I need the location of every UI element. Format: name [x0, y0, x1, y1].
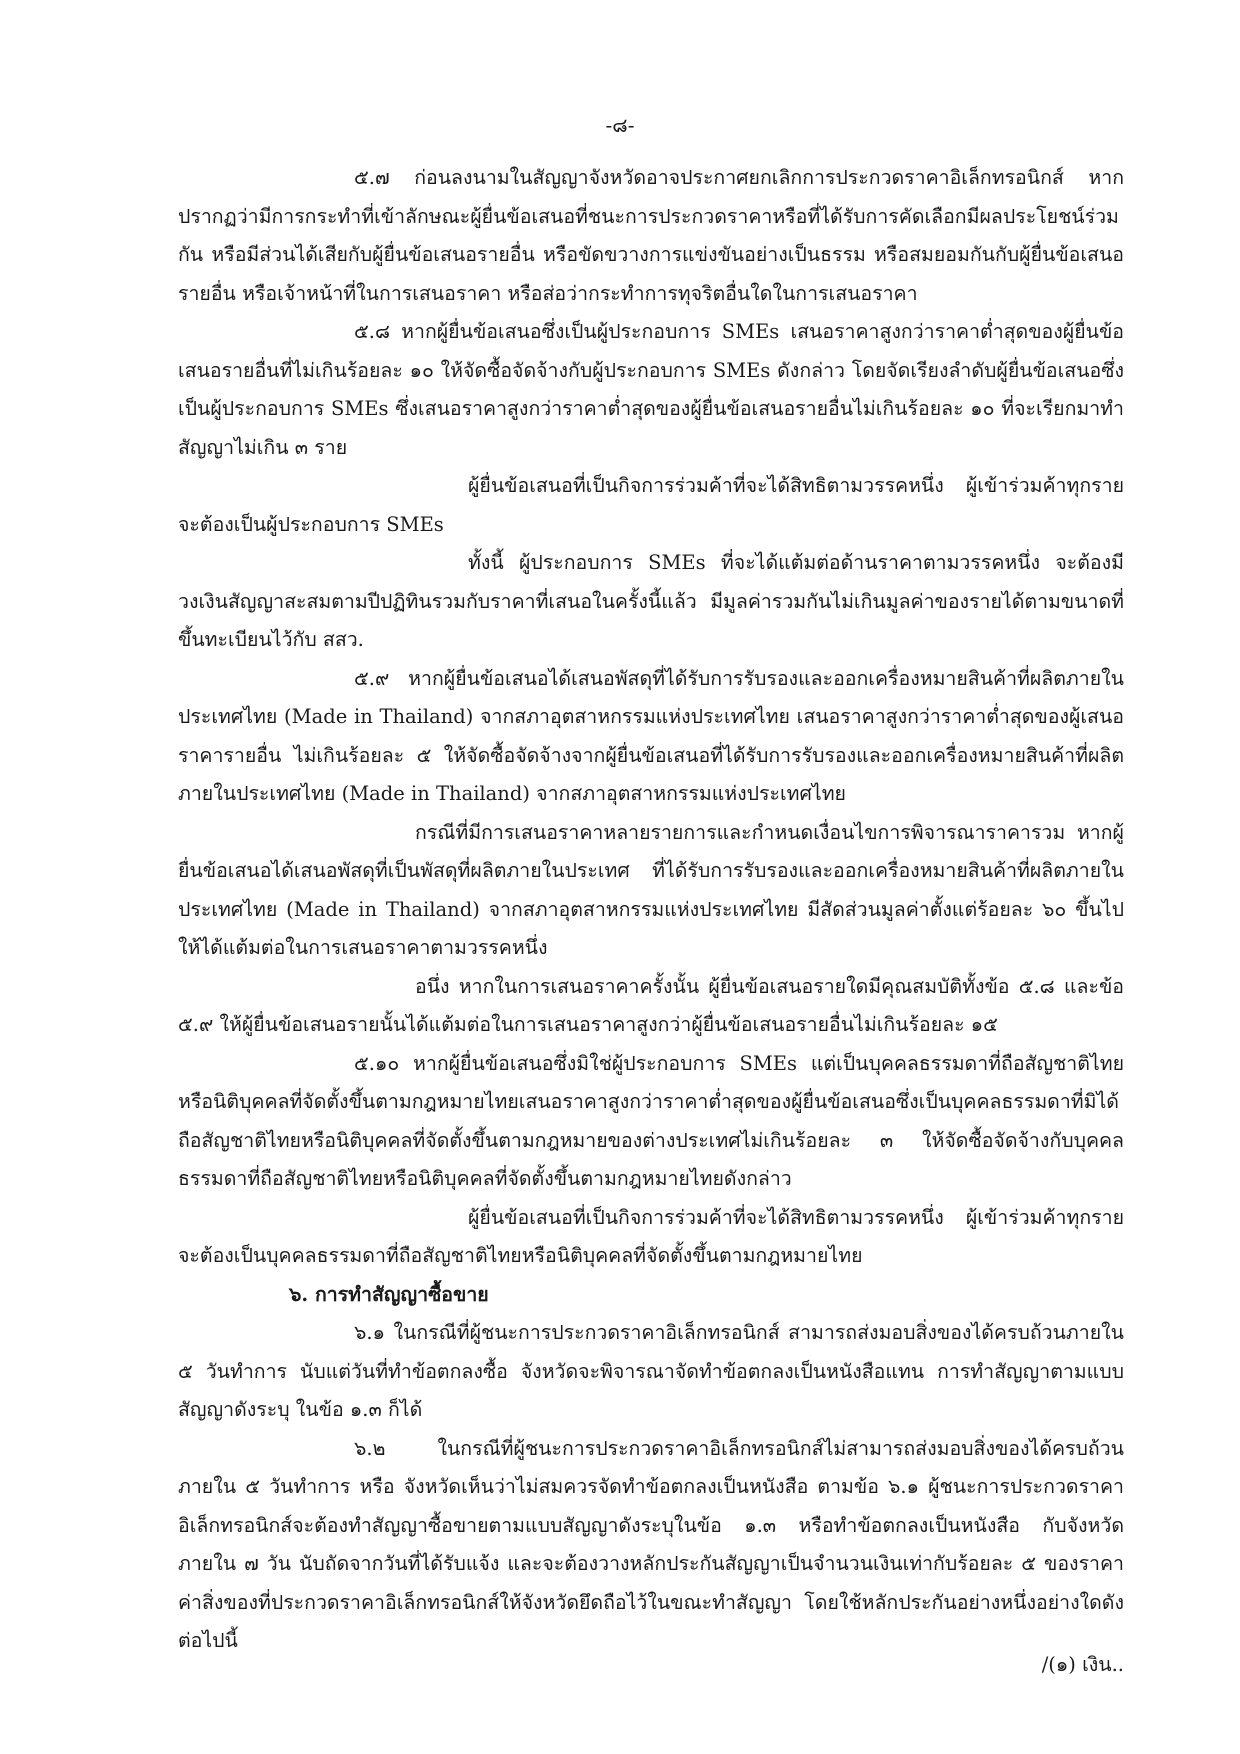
- paragraph-5-9-combined: อนึ่ง หากในการเสนอราคาครั้งนั้น ผู้ยื่นข้อเสนอรายใดมีคุณสมบัติทั้งข้อ ๕.๘ และข้อ ๕.๙ ให้ผู้ยื่นข้อเสนอรายนั้นได้แต้มต่อในการเสนอราคาสูงกว่าผู้ยื่นข้อเสนอรายอื่นไม่เกินร้อยละ ๑๕: [178, 974, 1124, 1036]
- paragraph-5-7: ๕.๗ ก่อนลงนามในสัญญาจังหวัดอาจประกาศยกเลิกการประกวดราคาอิเล็กทรอนิกส์ หากปรากฏว่ามีการกระทำที่เข้าลักษณะผู้ยื่นข้อเสนอที่ชนะการประกวดราคาหรือที่ได้รับการคัดเลือกมีผลประโยชน์ร่วมกัน หรือมีส่วนได้เสียกับผู้ยื่นข้อเสนอรายอื่น หรือขัดขวางการแข่งขันอย่างเป็นธรรม หรือสมยอมกันกับผู้ยื่นข้อเสนอรายอื่น หรือเจ้าหน้าที่ในการเสนอราคา หรือส่อว่ากระทำการทุจริตอื่นใดในการเสนอราคา: [178, 166, 1124, 305]
- paragraph-5-8-limit: ทั้งนี้ ผู้ประกอบการ SMEs ที่จะได้แต้มต่อด้านราคาตามวรรคหนึ่ง จะต้องมีวงเงินสัญญาสะสมตามปีปฏิทินรวมกับราคาที่เสนอในครั้งนี้แล้ว มีมูลค่ารวมกันไม่เกินมูลค่าของรายได้ตามขนาดที่ขึ้นทะเบียนไว้กับ สสว.: [178, 551, 1124, 651]
- paragraph-6-2: ๖.๒ ในกรณีที่ผู้ชนะการประกวดราคาอิเล็กทรอนิกส์ไม่สามารถส่งมอบสิ่งของได้ครบถ้วนภายใน ๕ วันทำการ หรือ จังหวัดเห็นว่าไม่สมควรจัดทำข้อตกลงเป็นหนังสือ ตามข้อ ๖.๑ ผู้ชนะการประกวดราคาอิเล็กทรอนิกส์จะต้องทำสัญญาซื้อขายตามแบบสัญญาดังระบุในข้อ ๑.๓ หรือทำข้อตกลงเป็นหนังสือ กับจังหวัดภายใน ๗ วัน นับถัดจากวันที่ได้รับแจ้ง และจะต้องวางหลักประกันสัญญาเป็นจำนวนเงินเท่ากับร้อยละ ๕ ของราคาค่าสิ่งของที่ประกวดราคาอิเล็กทรอนิกส์ให้จังหวัดยึดถือไว้ในขณะทำสัญญา โดยใช้หลักประกันอย่างหนึ่งอย่างใดดังต่อไปนี้: [178, 1436, 1124, 1652]
- paragraph-5-10-joint-venture: ผู้ยื่นข้อเสนอที่เป็นกิจการร่วมค้าที่จะได้สิทธิตามวรรคหนึ่ง ผู้เข้าร่วมค้าทุกรายจะต้องเป็นบุคคลธรรมดาที่ถือสัญชาติไทยหรือนิติบุคคลที่จัดตั้งขึ้นตามกฎหมายไทย: [178, 1205, 1124, 1267]
- page-number: -๘-: [605, 113, 635, 137]
- paragraph-5-9-multiple-items: กรณีที่มีการเสนอราคาหลายรายการและกำหนดเงื่อนไขการพิจารณาราคารวม หากผู้ยื่นข้อเสนอได้เสนอพัสดุที่เป็นพัสดุที่ผลิตภายในประเทศ ที่ได้รับการรับรองและออกเครื่องหมายสินค้าที่ผลิตภายในประเทศไทย (Made in Thailand) จากสภาอุตสาหกรรมแห่งประเทศไทย มีสัดส่วนมูลค่าตั้งแต่ร้อยละ ๖๐ ขึ้นไป ให้ได้แต้มต่อในการเสนอราคาตามวรรคหนึ่ง: [178, 820, 1124, 959]
- section-heading-6: ๖. การทำสัญญาซื้อขาย: [289, 1282, 489, 1306]
- document-body: [178, 159, 1124, 1661]
- paragraph-5-10: ๕.๑๐ หากผู้ยื่นข้อเสนอซึ่งมิใช่ผู้ประกอบการ SMEs แต่เป็นบุคคลธรรมดาที่ถือสัญชาติไทยหรือนิติบุคคลที่จัดตั้งขึ้นตามกฎหมายไทยเสนอราคาสูงกว่าราคาต่ำสุดของผู้ยื่นข้อเสนอซึ่งเป็นบุคคลธรรมดาที่มิได้ถือสัญชาติไทยหรือนิติบุคคลที่จัดตั้งขึ้นตามกฎหมายของต่างประเทศไม่เกินร้อยละ ๓ ให้จัดซื้อจัดจ้างกับบุคคลธรรมดาที่ถือสัญชาติไทยหรือนิติบุคคลที่จัดตั้งขึ้นตามกฎหมายไทยดังกล่าว: [178, 1051, 1124, 1190]
- continuation-note: /(๑) เงิน..: [1041, 1653, 1124, 1676]
- paragraph-6-1: ๖.๑ ในกรณีที่ผู้ชนะการประกวดราคาอิเล็กทรอนิกส์ สามารถส่งมอบสิ่งของได้ครบถ้วนภายใน ๕ วันทำการ นับแต่วันที่ทำข้อตกลงซื้อ จังหวัดจะพิจารณาจัดทำข้อตกลงเป็นหนังสือแทน การทำสัญญาตามแบบสัญญาดังระบุ ในข้อ ๑.๓ ก็ได้: [178, 1321, 1124, 1421]
- paragraph-5-8: ๕.๘ หากผู้ยื่นข้อเสนอซึ่งเป็นผู้ประกอบการ SMEs เสนอราคาสูงกว่าราคาต่ำสุดของผู้ยื่นข้อเสนอรายอื่นที่ไม่เกินร้อยละ ๑๐ ให้จัดซื้อจัดจ้างกับผู้ประกอบการ SMEs ดังกล่าว โดยจัดเรียงลำดับผู้ยื่นข้อเสนอซึ่งเป็นผู้ประกอบการ SMEs ซึ่งเสนอราคาสูงกว่าราคาต่ำสุดของผู้ยื่นข้อเสนอรายอื่นไม่เกินร้อยละ ๑๐ ที่จะเรียกมาทำสัญญาไม่เกิน ๓ ราย: [178, 320, 1124, 459]
- paragraph-5-9: ๕.๙ หากผู้ยื่นข้อเสนอได้เสนอพัสดุที่ได้รับการรับรองและออกเครื่องหมายสินค้าที่ผลิตภายในประเทศไทย (Made in Thailand) จากสภาอุตสาหกรรมแห่งประเทศไทย เสนอราคาสูงกว่าราคาต่ำสุดของผู้เสนอราคารายอื่น ไม่เกินร้อยละ ๕ ให้จัดซื้อจัดจ้างจากผู้ยื่นข้อเสนอที่ได้รับการรับรองและออกเครื่องหมายสินค้าที่ผลิต ภายในประเทศไทย (Made in Thailand) จากสภาอุตสาหกรรมแห่งประเทศไทย: [178, 666, 1124, 805]
- paragraph-5-8-joint-venture: ผู้ยื่นข้อเสนอที่เป็นกิจการร่วมค้าที่จะได้สิทธิตามวรรคหนึ่ง ผู้เข้าร่วมค้าทุกรายจะต้องเป็นผู้ประกอบการ SMEs: [178, 474, 1124, 536]
